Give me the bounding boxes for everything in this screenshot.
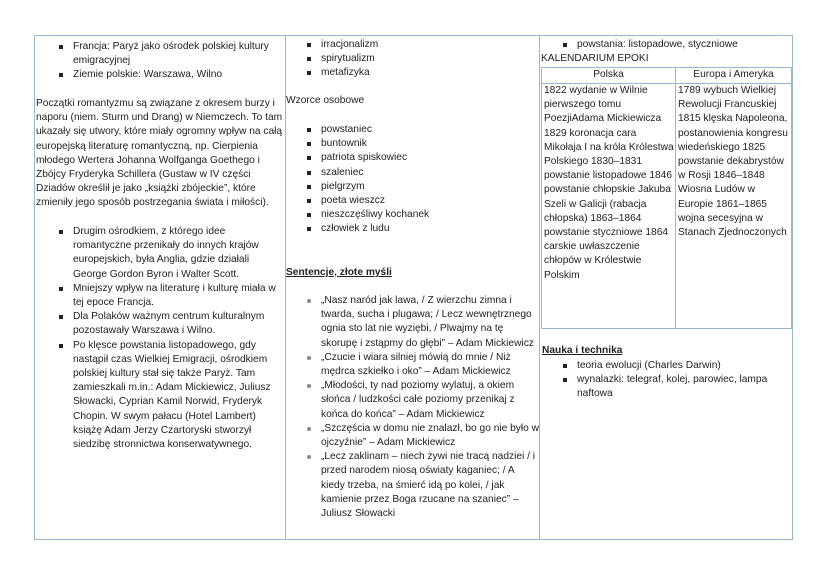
centers-list (73, 225, 285, 452)
science-heading: Nauka i technika (542, 345, 623, 356)
list-item: buntownik (321, 137, 531, 151)
list-item: człowiek z ludu (321, 222, 531, 236)
role-models-heading: Wzorce osobowe (286, 95, 365, 106)
uprisings-list (577, 38, 787, 52)
list-item: Po klęsce powstania listopadowego, gdy nastąpił czas Wielkiej Emigracji, ośrodkiem polskiej kultury stał się także Paryż. Tam zamieszkali m.in.: Adam Mickiewicz, Juliusz Słowacki, Cyprian Kamil Norwid, Fryderyk Chopin. W swym pałacu (Hotel Lambert) książę Adam Jerzy Czartoryski stworzył siedzibę stronnictwa konserwatywnego. (73, 339, 285, 453)
column-centers (34, 35, 285, 540)
list-item: Ziemie polskie: Warszawa, Wilno (73, 68, 283, 82)
romanticism-origins-paragraph: Początki romantyzmu są związane z okresem burzy i naporu (niem. Sturm und Drang) w Niemczech. To tam ukazały się utwory, które miały ogromny wpływ na całą europejską literaturę romantyczną, np. Cierpienia młodego Wertera Johanna Wolfganga Goethego i Zbójcy Fryderyka Schillera (Gustaw w IV części Dziadów określił je jako „książki zbójeckie”, które zmieniły jego sposób postrzegania świata i miłości). (36, 98, 283, 209)
list-item: Mniejszy wpływ na literaturę i kulturę miała w tej epoce Francja. (73, 282, 285, 310)
list-item: pielgrzym (321, 180, 531, 194)
list-item: Drugim ośrodkiem, z którego idee romantyczne przenikały do innych krajów europejskich, była Anglia, gdzie działali George Gordon Byron i Walter Scott. (73, 225, 285, 282)
calendar-header-poland: Polska (542, 68, 676, 84)
calendar-header-europe: Europa i Ameryka (676, 68, 792, 84)
calendar-table (541, 67, 792, 329)
column-history (540, 35, 793, 540)
list-item: powstania: listopadowe, styczniowe (577, 38, 787, 52)
poland-events-cell: 1822 wydanie w Wilnie pierwszego tomu PoezjiAdama Mickiewicza 1829 koronacja cara Mikołaja I na króla Królestwa Polskiego 1830–1831 powstanie listopadowe 1846 powstanie chłopskie Jakuba Szeli w Galicji (rabacja chłopska) 1863–1864 powstanie styczniowe 1864 carskie uwłaszczenie chłopów w Królestwie Polskim (542, 84, 676, 329)
quotes-list (321, 294, 539, 521)
list-item: Francja: Paryż jako ośrodek polskiej kultury emigracyjnej (73, 40, 283, 68)
list-item: irracjonalizm (321, 38, 531, 52)
calendar-title: KALENDARIUM EPOKI (541, 53, 649, 64)
europe-events-cell: 1789 wybuch Wielkiej Rewolucji Francuskiej 1815 klęska Napoleona, postanowienia kongresu wiedeńskiego 1825 powstanie dekabrystów w Rosji 1846–1848 Wiosna Ludów w Europie 1861–1865 wojna secesyjna w Stanach Zjednoczonych (676, 84, 792, 329)
list-item: spirytualizm (321, 52, 531, 66)
quote-item: „Nasz naród jak lawa, / Z wierzchu zimna i twarda, sucha i plugawa; / Lecz wewnętrznego ognia sto lat nie wyziębi, / Plwajmy na tę skorupę i zstąpmy do głębi” – Adam Mickiewicz (321, 294, 539, 351)
science-list (577, 359, 789, 402)
list-item: patriota spiskowiec (321, 151, 531, 165)
list-item: powstaniec (321, 123, 531, 137)
quote-item: „Czucie i wiara silniej mówią do mnie / Niż mędrca szkiełko i oko” – Adam Mickiewicz (321, 351, 539, 379)
quote-item: „Szczęścia w domu nie znalazł, bo go nie było w ojczyźnie” – Adam Mickiewicz (321, 422, 539, 450)
list-item: szaleniec (321, 166, 531, 180)
column-ideas (285, 35, 540, 540)
quotes-heading: Sentencje, złote myśli (286, 267, 392, 278)
list-item: poeta wieszcz (321, 194, 531, 208)
centers-top-list (73, 40, 283, 83)
ideas-list (321, 38, 531, 81)
quote-item: „Lecz zaklinam – niech żywi nie tracą nadziei / i przed narodem niosą oświaty kaganiec; / A kiedy trzeba, na śmierć idą po kolei, / jak kamienie przez Boga rzucane na szaniec” – Juliusz Słowacki (321, 450, 539, 521)
list-item: wynalazki: telegraf, kolej, parowiec, lampa naftowa (577, 373, 789, 401)
list-item: metafizyka (321, 66, 531, 80)
list-item: Dla Polaków ważnym centrum kulturalnym pozostawały Warszawa i Wilno. (73, 310, 285, 338)
list-item: nieszczęśliwy kochanek (321, 208, 531, 222)
quote-item: „Młodości, ty nad poziomy wylatuj, a okiem słońca / ludzkości całe poziomy przenikaj z końca do końca” – Adam Mickiewicz (321, 379, 539, 422)
role-models-list (321, 123, 531, 237)
list-item: teoria ewolucji (Charles Darwin) (577, 359, 789, 373)
